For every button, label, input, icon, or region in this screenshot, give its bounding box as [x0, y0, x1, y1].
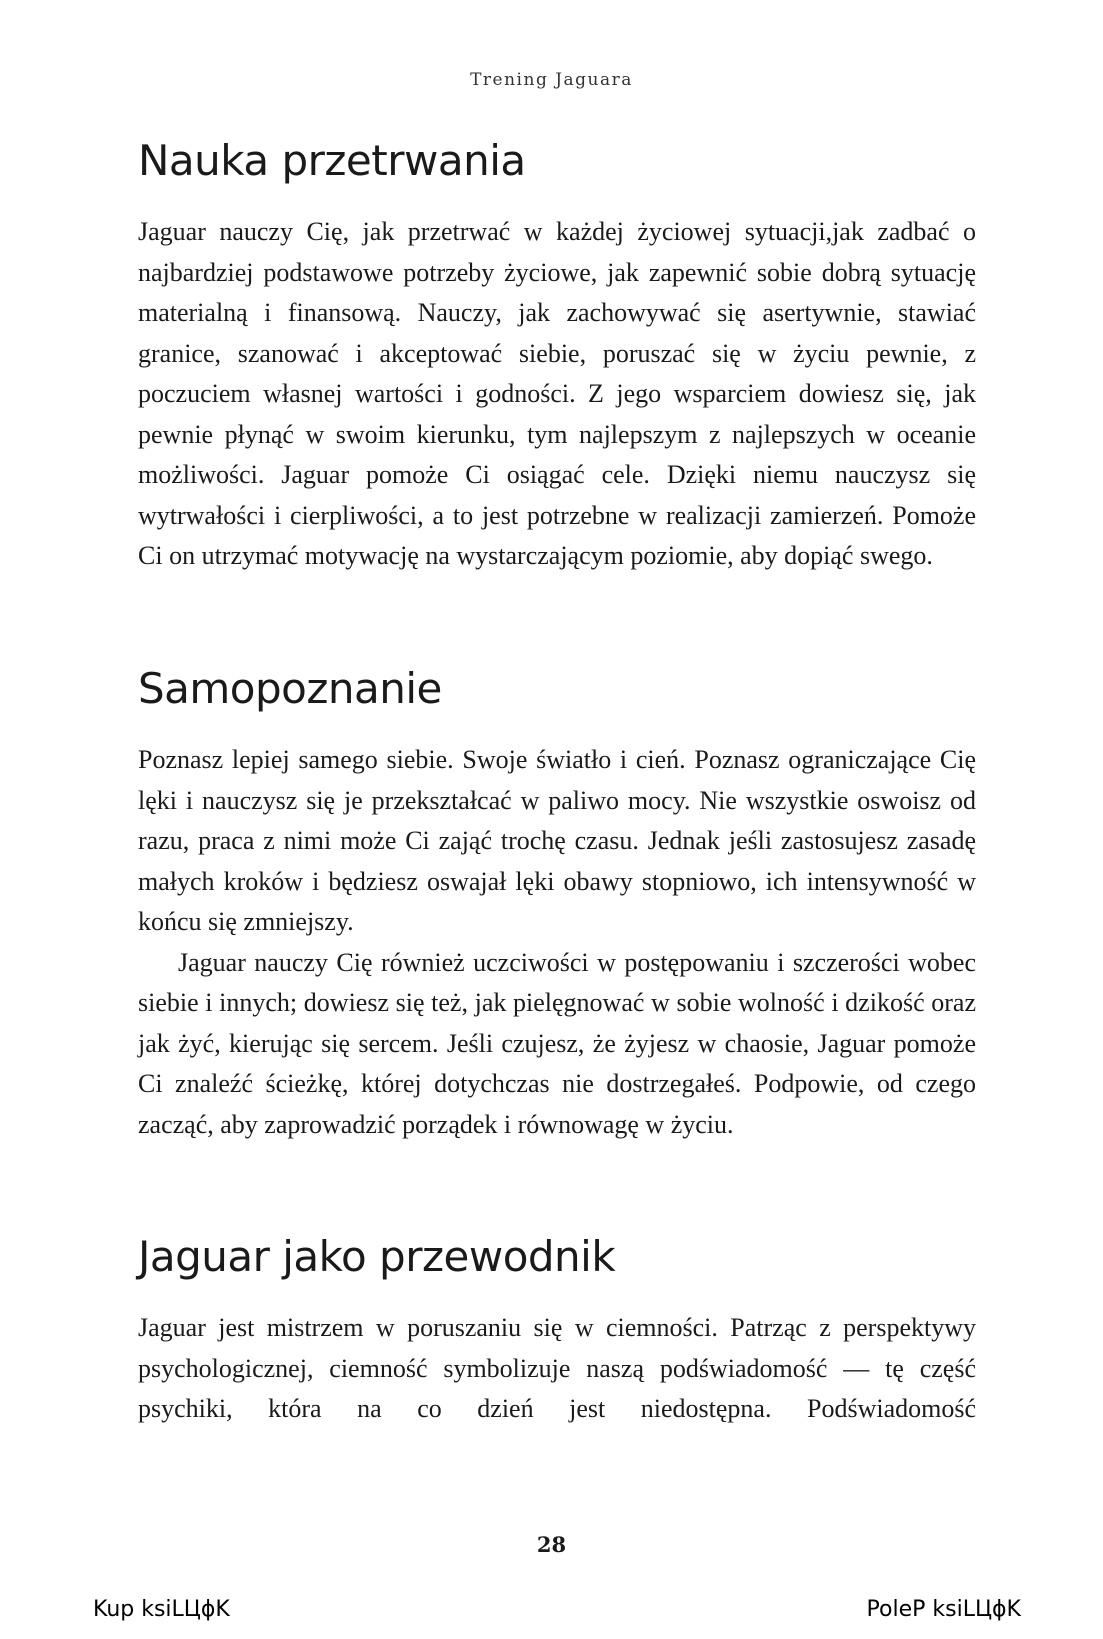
paragraph: Jaguar nauczy Cię, jak przetrwać w każdej życiowej sytuacji,jak zadbać o najbardziej podstawowe potrzeby życiowe, jak zapewnić sobie dobrą sytuację materialną i finansową. Nauczy, jak zachowywać się asertywnie, stawiać granice, szanować i akceptować siebie, poruszać się w życiu pewnie, z poczuciem własnej wartości i godności. Z jego wsparciem dowiesz się, jak pewnie płynąć w swoim kierunku, tym najlepszym z najlepszych w oceanie możliwości. Jaguar pomoże Ci osiągać cele. Dzięki niemu nauczysz się wytrwałości i cierpliwości, a to jest potrzebne w realizacji zamierzeń. Pomoże Ci on utrzymać motywację na wystarczającym poziomie, aby dopiąć swego.: [138, 217, 976, 570]
section-body: [138, 212, 976, 577]
paragraph: Jaguar jest mistrzem w poruszaniu się w ciemności. Patrząc z perspektywy psychologicznej, ciemność symbolizuje naszą podświadomość — tę część psychiki, która na co dzień jest niedostępna. Podświadomość: [138, 1313, 976, 1423]
section-body: [138, 740, 976, 1145]
recommend-book-link[interactable]: PoleP ksiLЦϕK: [866, 1597, 1021, 1622]
paragraph: Jaguar nauczy Cię również uczciwości w postępowaniu i szczerości wobec siebie i innych; dowiesz się też, jak pielęgnować w sobie wolność i dzikość oraz jak żyć, kierując się sercem. Jeśli czujesz, że żyjesz w chaosie, Jaguar pomoże Ci znaleźć ścieżkę, której dotychczas nie dostrzegałeś. Podpowie, od czego zacząć, aby zaprowadzić porządek i równowagę w życiu.: [138, 947, 976, 1139]
section-jaguar-jako-przewodnik: [138, 1232, 976, 1281]
section-heading: Nauka przetrwania: [138, 136, 526, 185]
buy-book-link[interactable]: Kup ksiLЦϕK: [93, 1597, 230, 1622]
section-samopoznanie: [138, 664, 976, 713]
section-body: [138, 1308, 976, 1430]
paragraph: Poznasz lepiej samego siebie. Swoje światło i cień. Poznasz ograniczające Cię lęki i nauczysz się je przekształcać w paliwo mocy. Nie wszystkie oswoisz od razu, praca z nimi może Ci zająć trochę czasu. Jednak jeśli zastosujesz zasadę małych kroków i będziesz oswajał lęki obawy stopniowo, ich intensywność w końcu się zmniejszy.: [138, 745, 976, 936]
section-nauka-przetrwania: [138, 136, 976, 185]
section-heading: Samopoznanie: [138, 664, 442, 713]
running-head: Trening Jaguara: [470, 70, 633, 90]
section-heading: Jaguar jako przewodnik: [138, 1232, 616, 1281]
page-number: 28: [536, 1532, 567, 1557]
